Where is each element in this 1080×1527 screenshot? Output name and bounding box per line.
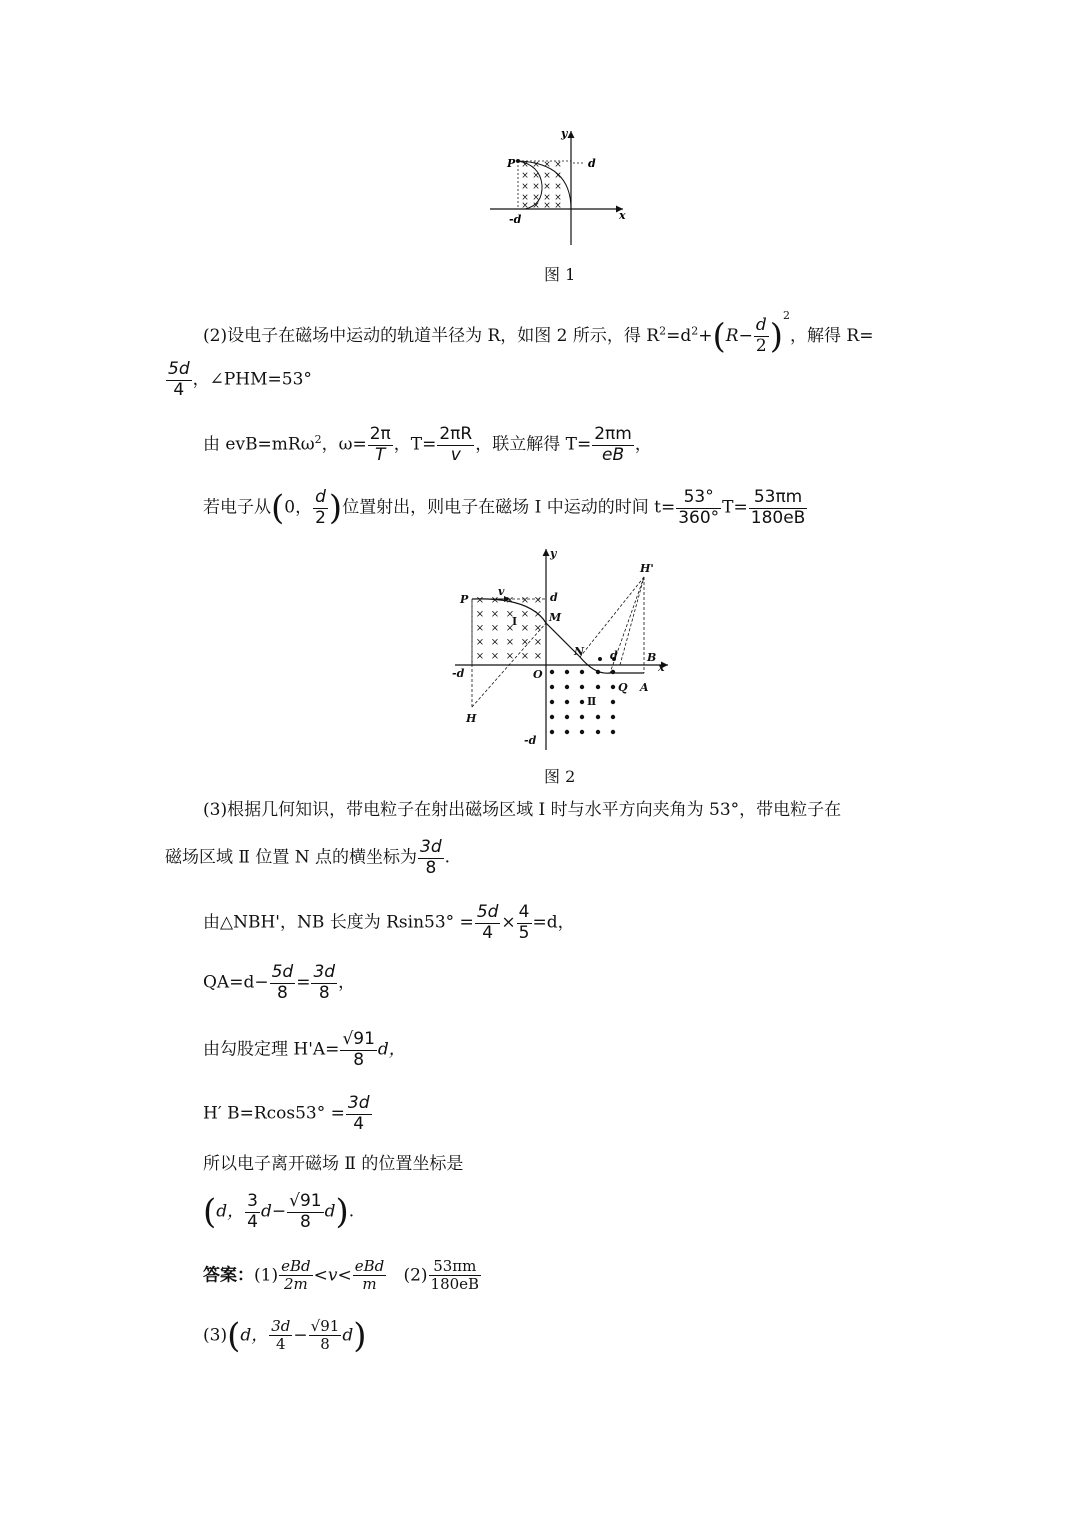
svg-text:×: ×	[554, 171, 562, 181]
svg-text:×: ×	[521, 201, 529, 211]
svg-text:×: ×	[543, 182, 551, 192]
text: d，	[240, 1325, 269, 1346]
fraction	[279, 1258, 313, 1294]
text: =d	[666, 326, 692, 346]
text: 由勾股定理 H'A=	[203, 1039, 340, 1060]
fig2-label-neg-d-left: -d	[452, 667, 465, 680]
svg-text:×: ×	[533, 651, 543, 662]
part3-line5	[203, 1030, 406, 1070]
den: 180eB	[750, 507, 806, 528]
num: 2π	[369, 424, 391, 444]
svg-text:×: ×	[475, 623, 485, 634]
part3-line8	[203, 1192, 354, 1232]
paren-open: (	[203, 1192, 217, 1233]
svg-text:×: ×	[543, 193, 551, 203]
fraction	[754, 316, 769, 356]
part3-line2	[165, 838, 450, 878]
text: (3)	[203, 1325, 228, 1346]
svg-text:×: ×	[533, 609, 543, 620]
fig1-label-y: y	[561, 127, 568, 140]
svg-text:×: ×	[490, 595, 500, 606]
part2-line1	[203, 310, 873, 357]
den: 2m	[283, 1275, 308, 1294]
text: ，	[338, 972, 356, 993]
fraction	[309, 1318, 342, 1354]
svg-text:×: ×	[520, 595, 530, 606]
svg-text:×: ×	[521, 160, 529, 170]
num: 3	[247, 1191, 258, 1211]
fraction	[353, 1258, 387, 1294]
fig2-label-d-right: d	[610, 649, 618, 662]
svg-text:×: ×	[532, 201, 540, 211]
num: 53πm	[749, 488, 808, 509]
svg-text:×: ×	[505, 609, 515, 620]
num: 3d	[420, 837, 442, 857]
svg-text:×: ×	[490, 651, 500, 662]
den: 8	[353, 1049, 365, 1070]
num: eBd	[281, 1257, 311, 1275]
sup: 2	[691, 324, 699, 338]
svg-text:×: ×	[521, 193, 529, 203]
fig2-label-d-top: d	[550, 591, 558, 604]
num: eBd	[354, 1257, 385, 1275]
num: 3d	[271, 1317, 291, 1335]
text: H′ B=Rcos53° =	[203, 1103, 345, 1124]
svg-text:×: ×	[475, 637, 485, 648]
text: (2)	[403, 1265, 428, 1286]
text: .	[444, 847, 451, 868]
text: R−	[725, 326, 753, 346]
fig1-label-p: P	[507, 157, 516, 170]
fraction	[287, 1192, 323, 1232]
svg-text:×: ×	[490, 637, 500, 648]
den: eB	[601, 444, 625, 465]
svg-text:×: ×	[554, 160, 562, 170]
svg-text:×: ×	[533, 637, 543, 648]
answer-line2	[203, 1315, 367, 1356]
text: ，∠PHM=53°	[192, 369, 312, 390]
num: 2πm	[594, 424, 632, 444]
den: 180eB	[430, 1275, 480, 1294]
svg-text:×: ×	[520, 623, 530, 634]
fraction	[346, 1094, 372, 1134]
fraction	[429, 1258, 482, 1294]
num: 5d	[476, 902, 499, 922]
paren-open: (	[712, 316, 726, 357]
fig2-label-a: A	[640, 681, 649, 694]
svg-text:×: ×	[554, 193, 562, 203]
svg-text:×: ×	[490, 609, 500, 620]
sup: 2	[659, 324, 667, 338]
den: 2	[315, 507, 326, 528]
den: v	[450, 444, 461, 465]
answer-label: 答案：	[203, 1265, 254, 1286]
text: ×	[501, 912, 516, 933]
den: 4	[276, 1335, 286, 1354]
fraction	[166, 360, 192, 400]
text: ，T=	[393, 434, 437, 455]
figure-2	[450, 545, 680, 755]
fraction	[749, 488, 808, 528]
fig2-label-h-prime: H'	[640, 562, 654, 575]
fraction	[437, 425, 474, 465]
text: 由 evB=mRω	[203, 434, 315, 455]
fraction	[311, 963, 337, 1003]
text: +	[698, 326, 713, 346]
fig2-cross-marks	[476, 595, 542, 662]
part3-line3	[203, 903, 575, 943]
svg-text:×: ×	[475, 651, 485, 662]
text: d，	[216, 1201, 245, 1222]
svg-text:×: ×	[543, 160, 551, 170]
fraction	[340, 1030, 376, 1070]
fig2-label-region-1: Ⅰ	[512, 615, 518, 628]
svg-text:×: ×	[532, 182, 540, 192]
text: d−	[260, 1201, 287, 1222]
part2-line4	[203, 488, 808, 528]
text: (2)设电子在磁场中运动的轨道半径为 R，如图 2 所示，得 R	[203, 326, 660, 346]
fig2-label-y: y	[550, 547, 557, 560]
fig2-label-m: M	[549, 611, 562, 624]
svg-text:×: ×	[520, 651, 530, 662]
den: 4	[353, 1113, 365, 1134]
num: √91	[310, 1317, 340, 1335]
part3-line7: 所以电子离开磁场 Ⅱ 的位置坐标是	[203, 1154, 464, 1174]
num: 3d	[313, 962, 336, 982]
part3-line4	[203, 963, 355, 1003]
paren-close: )	[353, 1315, 367, 1356]
part3-line1: (3)根据几何知识，带电粒子在射出磁场区域 Ⅰ 时与水平方向夹角为 53°，带电粒子在	[203, 800, 842, 820]
svg-text:×: ×	[533, 623, 543, 634]
num: 5d	[168, 359, 190, 379]
paren-close: )	[769, 316, 783, 357]
num: √91	[342, 1029, 375, 1049]
figure-1	[485, 125, 635, 250]
fig1-point-p	[516, 159, 520, 163]
den: 360°	[678, 507, 720, 528]
fig2-label-o: O	[533, 668, 543, 681]
svg-text:×: ×	[554, 182, 562, 192]
text: d，	[377, 1039, 406, 1060]
den: 8	[299, 1211, 311, 1232]
svg-text:×: ×	[521, 171, 529, 181]
den: m	[362, 1275, 377, 1294]
fig1-label-x: x	[619, 209, 626, 222]
num: 3d	[347, 1093, 370, 1113]
text: =d，	[532, 912, 575, 933]
den: 5	[518, 922, 530, 943]
svg-text:×: ×	[521, 182, 529, 192]
text: <v<	[313, 1265, 352, 1286]
svg-text:×: ×	[543, 171, 551, 181]
svg-text:×: ×	[520, 637, 530, 648]
fraction	[592, 425, 634, 465]
den: 8	[320, 1335, 330, 1354]
svg-text:×: ×	[532, 171, 540, 181]
svg-text:×: ×	[475, 609, 485, 620]
fraction	[475, 903, 501, 943]
den: 4	[482, 922, 494, 943]
svg-text:×: ×	[475, 595, 485, 606]
text: (1)	[254, 1265, 279, 1286]
fraction	[313, 488, 328, 528]
fraction	[270, 963, 296, 1003]
text: =	[296, 972, 311, 993]
den: T	[375, 444, 386, 465]
paren-open: (	[227, 1315, 241, 1356]
fraction	[368, 425, 393, 465]
num: 2πR	[439, 424, 473, 444]
den: 4	[173, 379, 185, 400]
fig1-cross-marks	[521, 160, 562, 211]
fig1-label-neg-d: -d	[509, 213, 522, 226]
fraction	[418, 838, 444, 878]
num: 53πm	[429, 1258, 482, 1276]
part2-line3	[203, 425, 652, 465]
fig2-label-b: B	[647, 651, 657, 664]
svg-text:×: ×	[505, 637, 515, 648]
fig2-label-p: P	[460, 593, 469, 606]
num: 5d	[271, 962, 294, 982]
num: d	[313, 488, 328, 509]
text: 由△NBH'，NB 长度为 Rsin53° =	[203, 912, 474, 933]
svg-text:×: ×	[490, 623, 500, 634]
text: ，联立解得 T=	[475, 434, 592, 455]
svg-text:×: ×	[505, 651, 515, 662]
num: √91	[289, 1191, 322, 1211]
text: −	[293, 1325, 308, 1346]
sup: 2	[782, 309, 790, 322]
den: 8	[425, 857, 437, 878]
num: 53°	[676, 488, 721, 509]
den: 8	[276, 982, 288, 1003]
fig2-label-neg-d-bottom: -d	[524, 734, 537, 747]
text: d	[324, 1201, 336, 1222]
svg-text:×: ×	[532, 160, 540, 170]
part2-line2	[165, 360, 312, 400]
text: QA=d−	[203, 972, 269, 993]
text: 0，	[284, 497, 313, 518]
svg-text:×: ×	[533, 595, 543, 606]
fig2-label-x: x	[658, 661, 665, 674]
text: ，解得 R=	[789, 326, 874, 346]
paren-close: )	[328, 488, 343, 529]
num: 4	[518, 902, 530, 922]
paren-open: (	[271, 488, 285, 529]
den: 8	[318, 982, 330, 1003]
figure-2-caption: 图 2	[544, 767, 576, 786]
text: .	[348, 1201, 355, 1222]
svg-text:×: ×	[554, 201, 562, 211]
fraction	[517, 903, 532, 943]
fig2-label-region-2: Ⅱ	[587, 695, 597, 708]
text: 磁场区域 Ⅱ 位置 N 点的横坐标为	[165, 847, 418, 868]
figure-1-caption: 图 1	[544, 265, 576, 284]
fig2-label-v: v	[498, 585, 505, 598]
text: d	[342, 1325, 354, 1346]
fig2-label-q: Q	[618, 681, 628, 694]
fraction	[676, 488, 721, 528]
fraction	[245, 1192, 260, 1232]
fig2-label-h: H	[466, 712, 477, 725]
num: d	[755, 315, 767, 336]
svg-text:×: ×	[505, 595, 515, 606]
text: ，ω=	[321, 434, 367, 455]
svg-text:×: ×	[520, 609, 530, 620]
paren-close: )	[335, 1192, 349, 1233]
svg-text:×: ×	[532, 193, 540, 203]
text: T=	[722, 497, 748, 518]
text: 若电子从	[203, 497, 271, 518]
svg-text:×: ×	[505, 623, 515, 634]
fig1-label-d: d	[588, 157, 596, 170]
den: 2	[755, 336, 767, 356]
fig2-dot-marks	[550, 657, 616, 734]
answer-line1	[203, 1258, 482, 1294]
text: 位置射出，则电子在磁场 Ⅰ 中运动的时间 t=	[342, 497, 676, 518]
part3-line6	[203, 1094, 373, 1134]
fraction	[269, 1318, 292, 1354]
svg-text:×: ×	[543, 201, 551, 211]
den: 4	[247, 1211, 258, 1232]
text: ，	[634, 434, 652, 455]
sup: 2	[314, 432, 322, 446]
fig2-label-n: N	[574, 645, 585, 658]
